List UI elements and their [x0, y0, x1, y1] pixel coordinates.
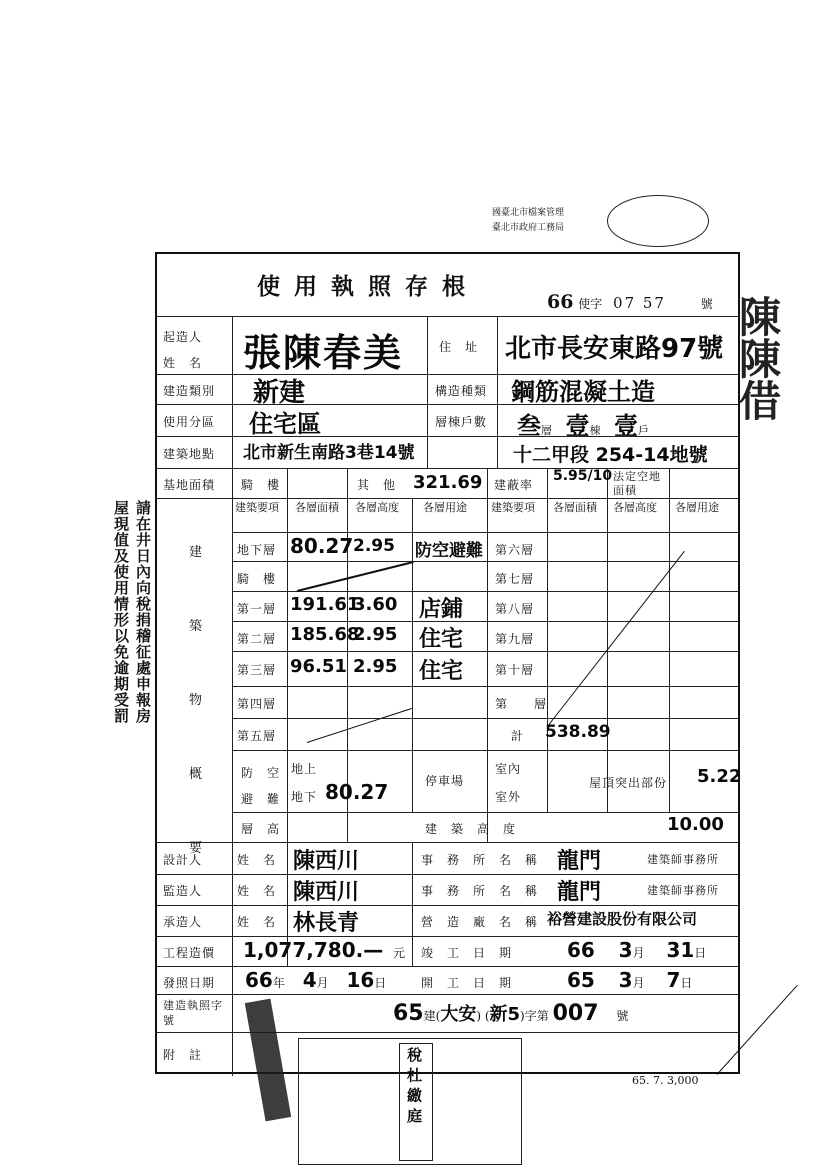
- structure-value: 鋼筋混凝土造: [511, 378, 655, 406]
- bldg-height-value: 10.00: [667, 814, 724, 835]
- designer-office-suffix: 建築師事務所: [647, 853, 719, 866]
- zone-value: 住宅區: [249, 410, 321, 438]
- designer-name-label: 姓 名: [237, 853, 277, 867]
- floor-n-label: 第 層: [495, 697, 548, 711]
- completion-label: 竣 工 日 期: [421, 946, 513, 960]
- form-title: 使用執照存根: [257, 273, 479, 300]
- designer-office-label: 事 務 所 名 稱: [421, 853, 539, 867]
- strike-right-upper: [549, 551, 685, 725]
- number-suffix: 號: [700, 297, 713, 311]
- floors-households-label: 層棟戶數: [435, 415, 488, 429]
- issue-date: 66年 4月 16日: [245, 968, 387, 992]
- floor-2-area: 185.68: [290, 624, 360, 645]
- supervisor-label: 監造人: [163, 884, 203, 898]
- arcade-label: 騎 樓: [241, 478, 281, 492]
- builder-label: 起造人 姓 名: [163, 330, 203, 370]
- floor-2-use: 住宅: [419, 627, 464, 652]
- bldg-height-label: 建 築 高 度: [425, 822, 517, 836]
- oval-seal: [607, 195, 709, 247]
- floor-5-label: 第五層: [237, 729, 277, 743]
- start-label: 開 工 日 期: [421, 976, 513, 990]
- other-area-value: 321.69: [413, 472, 483, 493]
- floors-households-value: 叁層 壹棟 壹戶: [517, 412, 649, 440]
- supervisor-office-label: 事 務 所 名 稱: [421, 884, 539, 898]
- category-value: 新建: [253, 378, 306, 408]
- floor-3-area: 96.51: [290, 656, 347, 677]
- stamp-line-1: 國臺北市檔案管理: [492, 208, 565, 218]
- floor-8-label: 第八層: [495, 602, 535, 616]
- below-area: 80.27: [325, 780, 389, 804]
- structure-label: 構造種類: [435, 384, 488, 398]
- floor-1-label: 第一層: [237, 602, 277, 616]
- basement-height: 2.95: [353, 536, 395, 556]
- contractor-name-label: 姓 名: [237, 915, 277, 929]
- number-value: 07 57: [613, 294, 666, 312]
- arcade-row-label: 騎 樓: [237, 572, 277, 586]
- coverage-label: 建蔽率: [494, 478, 534, 492]
- floor-3-use: 住宅: [419, 659, 464, 684]
- basement-use: 防空避難: [415, 541, 483, 561]
- air-raid-label: 防 空避 難: [241, 766, 281, 806]
- cost-unit: 元: [393, 946, 407, 960]
- indoor-label: 室內: [495, 762, 522, 776]
- strike-attachments: [717, 985, 798, 1075]
- completion-date: 66 3月 31日: [567, 938, 707, 962]
- issue-label: 發照日期: [163, 976, 216, 990]
- tax-box-text: 稅 杜 繳 庭: [405, 1047, 423, 1123]
- roof-label: 屋頂突出部份: [589, 776, 668, 790]
- roof-value: 5.22: [697, 766, 742, 787]
- supervisor-name: 陳西川: [293, 880, 360, 905]
- floor-1-height: 3.60: [353, 594, 398, 615]
- floor-7-label: 第七層: [495, 572, 535, 586]
- builder-name: 張陳春美: [243, 331, 404, 375]
- floor-height-label: 層 高: [241, 822, 281, 836]
- base-area-label: 基地面積: [163, 478, 216, 492]
- permit-value: 65建(大安) (新5)字第 007 號: [393, 1001, 629, 1026]
- right-margin-handwriting: 陳陳借: [733, 295, 782, 421]
- permit-stub-form: 使用執照存根 66 使字 07 57 號 起造人 姓 名 張陳春美 住 址 北市長安東路97號 建造類別 新建 構造種類 鋼筋混凝土造 使用分區 住宅區 層棟戶數 叁層 壹棟 壹戶 建築地點 北市新生南路3巷14號 十二甲段 254-14地號 基地面積 騎 樓 其 他 321.69 建蔽率 5.95/10 法定空地面積 建 築 物 概 要 建築要項 各層面積 各層高度 各層用途 建築要項 各層面積 各層高度 各層用途 地下層 80.27 2.95 防空避難 騎 樓 第一層 191.61 3.60 店鋪 第二層 185.68 2.95 住宅 第三層 96.51 2.95 住宅 第四層 第五層 第六層 第七層 第八層 第九層 第十層 第 層 計 538.89 防 空避 難 地上 地下 80.27 停車場 室內 室外 屋頂突出部份 5.22 層 高 建 築 高 度 10.00 設計人 姓 名 陳西川 事 務 所 名 稱 龍門 建築師事務所 監造人 姓 名 陳西川 事 務 所 名 稱 龍門 建築師事務所 承造人 姓 名 林長青 營 造 廠 名 稱 裕營建設股份有限公司 工程造價 1,077,780.— 元 竣 工 日 期 66 3月 31日 發照日期 66年 4月 16日 開 工 日 期 65 3月 7日 建造執照字 號 65建(大安) (新5)字第 007 號 附 註: [155, 252, 740, 1074]
- permit-label: 建造執照字 號: [163, 999, 235, 1027]
- floor-1-area: 191.61: [290, 594, 360, 615]
- start-date: 65 3月 7日: [567, 968, 693, 992]
- floor-3-label: 第三層: [237, 663, 277, 677]
- contractor-firm-label: 營 造 廠 名 稱: [421, 915, 539, 929]
- basement-label: 地下層: [237, 543, 277, 557]
- floor-2-height: 2.95: [353, 624, 398, 645]
- agency-stamp: [492, 205, 722, 245]
- below-label: 地下: [291, 790, 318, 804]
- above-label: 地上: [291, 762, 318, 776]
- tax-reminder-note-1: 請在井日內向稅捐稽征處申報房: [134, 500, 152, 724]
- other-label: 其 他: [357, 478, 397, 492]
- designer-label: 設計人: [163, 853, 203, 867]
- supervisor-name-label: 姓 名: [237, 884, 277, 898]
- basement-area: 80.27: [290, 534, 354, 558]
- cost-label: 工程造價: [163, 946, 216, 960]
- outdoor-label: 室外: [495, 790, 522, 804]
- contractor-firm: 裕營建設股份有限公司: [547, 910, 698, 928]
- floor-2-label: 第二層: [237, 632, 277, 646]
- category-label: 建造類別: [163, 384, 216, 398]
- number-prefix: 使字: [578, 297, 603, 311]
- address-label: 住 址: [439, 340, 479, 354]
- contractor-name: 林長青: [293, 911, 360, 936]
- supervisor-office: 龍門: [557, 880, 602, 905]
- permit-number: [547, 291, 713, 313]
- attachments-label: 附 註: [163, 1048, 203, 1062]
- tax-box: [298, 1038, 522, 1165]
- strike-floor-4-5: [307, 708, 412, 743]
- floor-4-label: 第四層: [237, 697, 277, 711]
- supervisor-office-suffix: 建築師事務所: [647, 884, 719, 897]
- stamp-line-2: 臺北市政府工務局: [492, 223, 565, 233]
- strike-arcade: [297, 561, 414, 592]
- tax-reminder-note-2: 屋現值及使用情形以免逾期受罰: [112, 500, 130, 724]
- site-address-value: 北市新生南路3巷14號: [243, 443, 415, 463]
- building-overview-label: 建 築 物 概 要: [189, 545, 204, 856]
- address-value: 北市長安東路97號: [505, 334, 724, 364]
- open-space-label: 法定空地面積: [613, 470, 661, 497]
- coverage-value: 5.95/10: [553, 468, 613, 484]
- floor-1-use: 店鋪: [419, 597, 464, 622]
- number-year: 66: [547, 291, 574, 313]
- designer-name: 陳西川: [293, 849, 360, 874]
- floor-6-label: 第六層: [495, 543, 535, 557]
- site-label: 建築地點: [163, 447, 216, 461]
- cost-value: 1,077,780.—: [243, 938, 384, 962]
- zone-label: 使用分區: [163, 415, 216, 429]
- print-footer: 65. 7. 3,000: [632, 1074, 699, 1087]
- total-value: 538.89: [545, 722, 611, 742]
- floor-3-height: 2.95: [353, 656, 398, 677]
- parking-label: 停車場: [425, 774, 465, 788]
- lot-value: 十二甲段 254-14地號: [513, 444, 708, 466]
- designer-office: 龍門: [557, 849, 602, 874]
- total-label: 計: [511, 729, 525, 743]
- floor-10-label: 第十層: [495, 663, 535, 677]
- floor-9-label: 第九層: [495, 632, 535, 646]
- contractor-label: 承造人: [163, 915, 203, 929]
